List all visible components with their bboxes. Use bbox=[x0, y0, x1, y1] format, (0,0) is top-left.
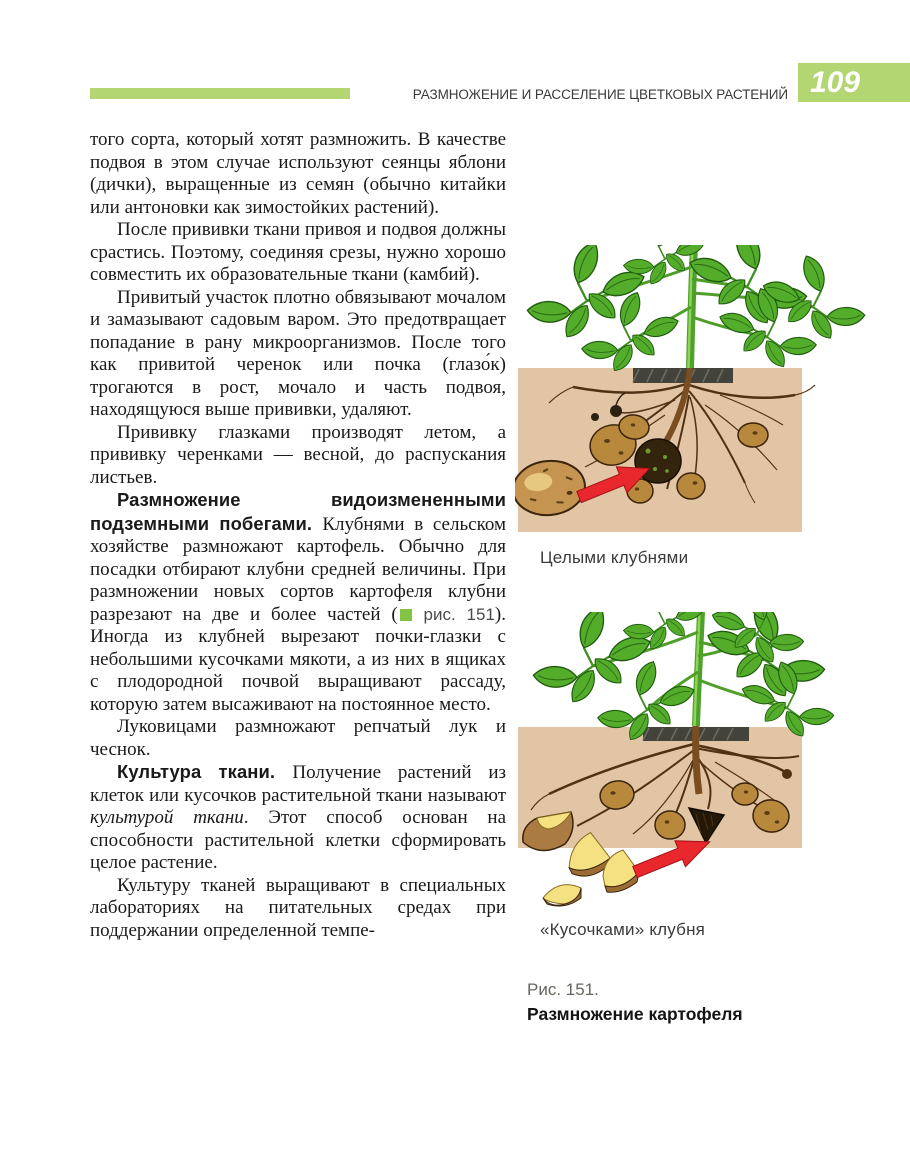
page-number-badge bbox=[798, 63, 910, 102]
potato-plant-whole-tuber-illustration bbox=[515, 245, 905, 535]
paragraph bbox=[90, 875, 506, 943]
figure-ref-square-icon bbox=[400, 609, 412, 621]
text-column bbox=[90, 129, 506, 942]
inline-heading: Размножение видоизмененными подземными побегами. bbox=[90, 489, 506, 534]
stem bbox=[695, 612, 702, 726]
running-head: РАЗМНОЖЕНИЕ И РАССЕЛЕНИЕ ЦВЕТКОВЫХ РАСТЕНИЙ bbox=[412, 87, 788, 102]
paragraph bbox=[90, 422, 506, 490]
paragraph bbox=[90, 129, 506, 219]
text-run: Культуру тканей выращивают в специальных лабораториях на питательных средах при поддержании определенной темпе- bbox=[90, 874, 506, 941]
paragraph bbox=[90, 287, 506, 422]
figure-caption-tuber-pieces: «Кусочками» клубня bbox=[540, 920, 706, 939]
stolon-tip bbox=[782, 769, 792, 779]
text-run: Луковицами размножают репчатый лук и чеснок. bbox=[90, 716, 506, 760]
paragraph bbox=[90, 219, 506, 287]
text-run: ). Иногда из клубней вырезают почки-глазки с небольшими кусочками мякоти, а из них в ящиках с плодородной почвой выращивают рассаду, которую затем высаживают на постоянное место. bbox=[90, 603, 506, 715]
paragraph bbox=[90, 716, 506, 761]
paragraph bbox=[90, 761, 506, 875]
header-accent-bar bbox=[90, 88, 350, 99]
text-run: Привитый участок плотно обвязывают мочалом и замазывают садовым варом. Это предотвращает попадание в рану микроорганизмов. После того как привитой черенок или почка (глазо́к) трогаются в рост, мочало и часть подвоя, находящуюся выше прививки, удаляют. bbox=[90, 286, 506, 420]
text-run: того сорта, который хотят размножить. В качестве подвоя в этом случае используют сеянцы яблони (дички), выращенные из семян (обычно китайки или антоновки как зимостойких растений). bbox=[90, 129, 506, 218]
foliage bbox=[532, 612, 835, 743]
underground-stem bbox=[696, 726, 699, 794]
figure-caption-whole-tubers: Целыми клубнями bbox=[540, 548, 689, 567]
text-run: . Этот способ основан на способности растительной клетки сформировать целое растение. bbox=[90, 807, 507, 873]
figure-title: Размножение картофеля bbox=[527, 1004, 743, 1024]
text-run: Клубнями в сельском хозяйстве размножают картофель. Обычно для посадки отбирают клубни средней величины. При размножении новых сортов картофеля клубни разрезают на две и более частей ( bbox=[90, 513, 506, 625]
text-run: Получение растений из клеток или кусочков растительной ткани называют bbox=[90, 762, 506, 806]
term-italic: культурой ткани bbox=[90, 807, 244, 828]
foliage bbox=[526, 245, 867, 374]
figure-reference: рис. 151 bbox=[412, 604, 495, 624]
text-run: Прививку глазками производят летом, а прививку черенками — весной, до распускания листьев. bbox=[90, 421, 506, 488]
page-number: 109 bbox=[810, 65, 861, 99]
potato-plant-tuber-pieces-illustration bbox=[515, 612, 905, 922]
soil-surface-hatch bbox=[633, 368, 733, 383]
figure-label: Рис. 151. bbox=[527, 980, 599, 999]
text-run: После прививки ткани привоя и подвоя должны срастись. Поэтому, соединяя срезы, нужно хорошо совместить их образовательные ткани (камбий). bbox=[90, 219, 506, 285]
inline-heading: Культура ткани. bbox=[117, 761, 293, 782]
paragraph bbox=[90, 489, 506, 716]
